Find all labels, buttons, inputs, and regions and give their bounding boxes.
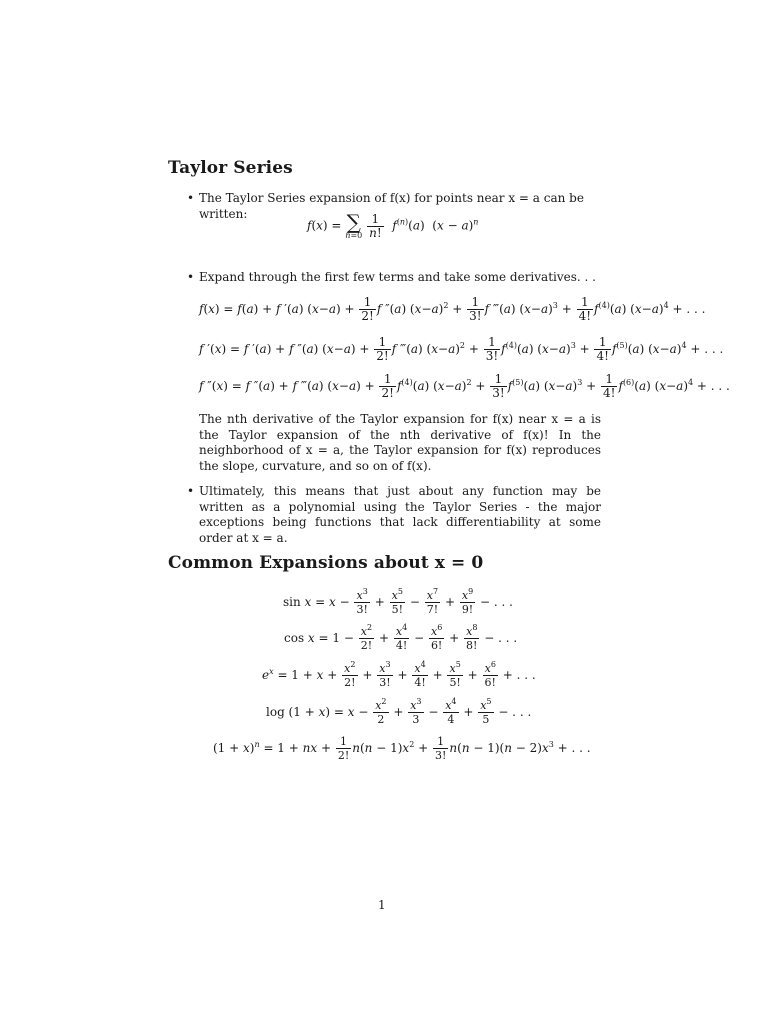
- equation-exp-expansion: $e^x = 1 + x$ + $\frac{x^2}{2!}$ + $\frac{x^3}{3!}$ + $\frac{x^4}{4!}$ + $\frac{x^5}{5!}$ + $\frac{x^6}{6!}$ + . . .: [262, 660, 536, 689]
- paragraph-nth-derivative: The nth derivative of the Taylor expansion for f(x) near x = a is the Taylor expansion of the nth derivative of f(x)! In the neighborhood of x = a, the Taylor expansion for f(x) reproduces the slope, curvature, and so on of f(x).: [199, 412, 601, 473]
- equation-cos-expansion: cos x = 1 − $\frac{x^2}{2!}$ + $\frac{x^4}{4!}$ − $\frac{x^6}{6!}$ + $\frac{x^8}{8!}$ − . . .: [284, 623, 518, 652]
- equation-taylor-sum: f(x) = ∑ n=0 $\frac{1}{n!}$ $f^{(n)}(a) (x - a)^n$: [307, 210, 479, 240]
- bullet-text: Expand through the first few terms and take some derivatives. . .: [199, 270, 596, 284]
- section-title-taylor-series: Taylor Series: [168, 158, 293, 178]
- page-number: 1: [378, 898, 386, 912]
- bullet-icon: •: [187, 270, 195, 284]
- bullet-icon: •: [187, 484, 195, 498]
- equation-f-prime-expansion: f ′(x) = f ′(a) + f ″(a) (x−a) + $\frac{1}{2!}$ f ‴(a) $(x-a)^2$ + $\frac{1}{3!}$ $f^{(4)}(a) (x-a)^3$ + $\frac{1}{4!}$ $f^{(5)}(a) (x-a)^4$ + . . .: [199, 335, 724, 363]
- bullet-text: Ultimately, this means that just about any function may be written as a polynomial using the Taylor Series - the major exceptions being functions that lack differentiability at some order at x = a.: [199, 484, 601, 545]
- section-title-common-expansions: Common Expansions about x = 0: [168, 553, 484, 573]
- bullet-text: The Taylor Series expansion of f(x) for points near x = a can be written:: [199, 191, 584, 221]
- equation-binomial-expansion: $(1 + x)^n = 1$ + nx + $\frac{1}{2!}$ $n(n - 1)x^2$ + $\frac{1}{3!}$ $n(n - 1)(n - 2)x^3$ + . . .: [213, 735, 591, 762]
- equation-f-expansion: f(x) = f(a) + f ′(a) (x−a) + $\frac{1}{2!}$ f ″(a) $(x-a)^2$ + $\frac{1}{3!}$ f ‴(a) $(x-a)^3$ + $\frac{1}{4!}$ $f^{(4)}(a) (x-a)^4$ + . . .: [199, 295, 706, 323]
- equation-f-double-prime-expansion: f ″(x) = f ″(a) + f ‴(a) (x−a) + $\frac{1}{2!}$ $f^{(4)}(a) (x-a)^2$ + $\frac{1}{3!}$ $f^{(5)}(a) (x-a)^3$ + $\frac{1}{4!}$ $f^{(6)}(a) (x-a)^4$ + . . .: [199, 372, 730, 400]
- bullet-expand-terms: [187, 270, 619, 286]
- equation-sin-expansion: sin x = x − $\frac{x^3}{3!}$ + $\frac{x^5}{5!}$ − $\frac{x^7}{7!}$ + $\frac{x^9}{9!}$ − . . .: [283, 587, 513, 616]
- equation-log-expansion: log (1 + x) = x − $\frac{x^2}{2}$ + $\frac{x^3}{3}$ − $\frac{x^4}{4}$ + $\frac{x^5}{5}$ − . . .: [266, 697, 532, 726]
- bullet-polynomial-note: [187, 484, 601, 546]
- bullet-icon: •: [187, 191, 195, 205]
